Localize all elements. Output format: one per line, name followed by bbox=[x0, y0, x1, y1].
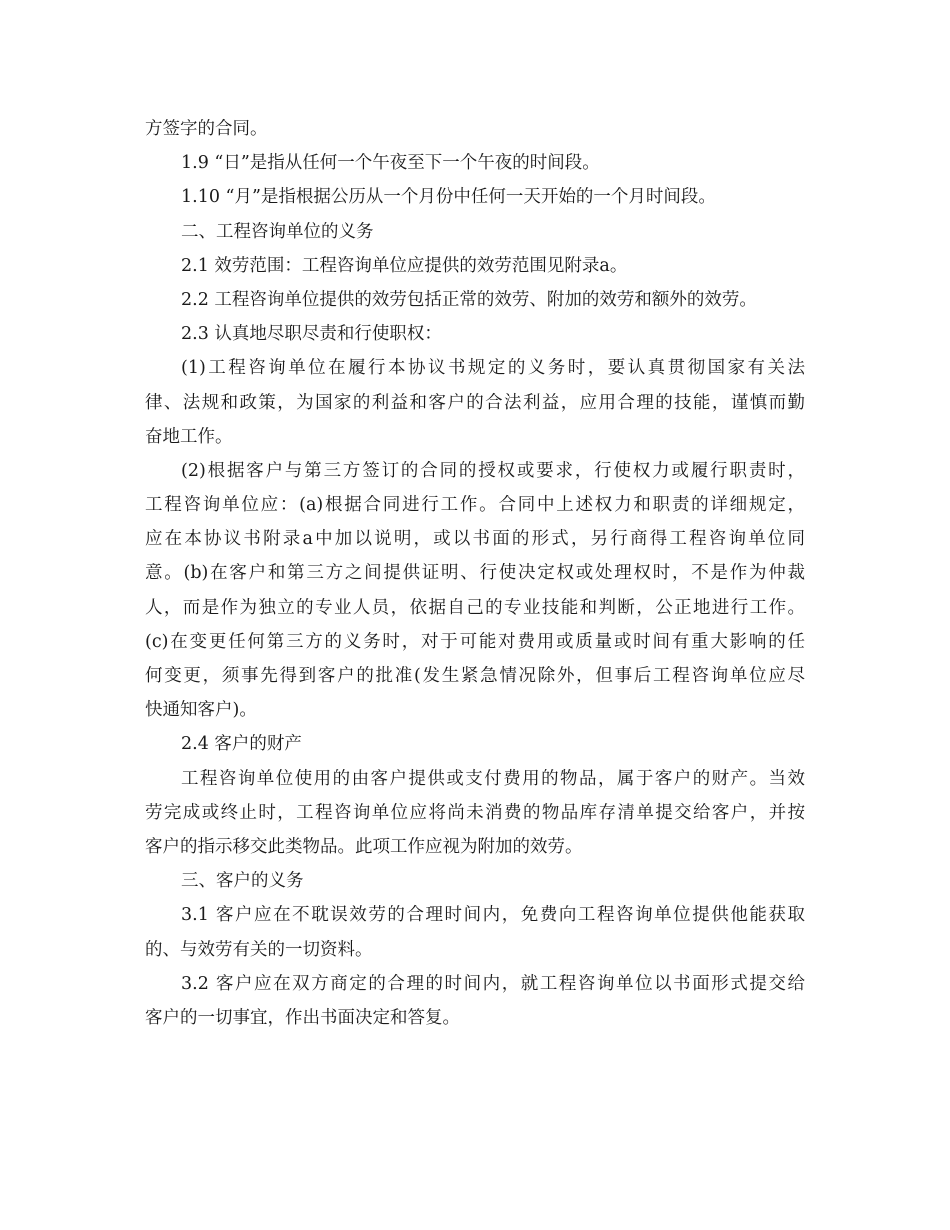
document-page bbox=[145, 112, 805, 1035]
text-line: 1.9 “日”是指从任何一个午夜至下一个午夜的时间段。 bbox=[181, 153, 600, 174]
text-line: 3.1 客户应在不耽误效劳的合理时间内，免费向工程咨询单位提供他能获取 bbox=[181, 905, 805, 926]
text-line: (2)根据客户与第三方签订的合同的授权或要求，行使权力或履行职责时， bbox=[181, 460, 805, 481]
text-line: 律、法规和政策，为国家的利益和客户的合法利益，应用合理的技能，谨慎而勤 bbox=[145, 392, 805, 413]
text-line: 应在本协议书附录a中加以说明，或以书面的形式，另行商得工程咨询单位同 bbox=[145, 529, 805, 550]
text-line: (c)在变更任何第三方的义务时，对于可能对费用或质量或时间有重大影响的任 bbox=[145, 631, 805, 652]
text-line: 3.2 客户应在双方商定的合理的时间内，就工程咨询单位以书面形式提交给 bbox=[181, 973, 805, 994]
text-line: 的、与效劳有关的一切资料。 bbox=[145, 939, 373, 960]
text-line: 客户的指示移交此类物品。此项工作应视为附加的效劳。 bbox=[145, 836, 583, 857]
text-line: 方签字的合同。 bbox=[145, 119, 268, 139]
text-line: 人，而是作为独立的专业人员，依据自己的专业技能和判断，公正地进行工作。 bbox=[145, 597, 805, 618]
text-line: 劳完成或终止时，工程咨询单位应将尚未消费的物品库存清单提交给客户，并按 bbox=[145, 802, 805, 823]
text-line: 奋地工作。 bbox=[145, 426, 233, 447]
text-line: 2.2 工程咨询单位提供的效劳包括正常的效劳、附加的效劳和额外的效劳。 bbox=[181, 289, 757, 310]
text-line: 意。(b)在客户和第三方之间提供证明、行使决定权或处理权时，不是作为仲裁 bbox=[145, 563, 805, 584]
text-line: 二、工程咨询单位的义务 bbox=[181, 221, 374, 242]
text-line: (1)工程咨询单位在履行本协议书规定的义务时，要认真贯彻国家有关法 bbox=[181, 358, 805, 379]
text-line: 三、客户的义务 bbox=[181, 871, 304, 892]
text-line: 2.1 效劳范围：工程咨询单位应提供的效劳范围见附录a。 bbox=[181, 255, 628, 276]
text-line: 工程咨询单位应：(a)根据合同进行工作。合同中上述权力和职责的详细规定， bbox=[145, 495, 805, 516]
text-line: 2.4 客户的财产 bbox=[181, 734, 302, 755]
text-line: 2.3 认真地尽职尽责和行使职权： bbox=[181, 324, 442, 345]
text-line: 客户的一切事宜，作出书面决定和答复。 bbox=[145, 1007, 460, 1028]
text-line: 何变更，须事先得到客户的批准(发生紧急情况除外，但事后工程咨询单位应尽 bbox=[145, 666, 805, 686]
text-line: 工程咨询单位使用的由客户提供或支付费用的物品，属于客户的财产。当效 bbox=[181, 768, 805, 789]
text-line: 1.10 “月”是指根据公历从一个月份中任何一天开始的一个月时间段。 bbox=[181, 187, 716, 208]
text-line: 快通知客户)。 bbox=[145, 700, 257, 721]
